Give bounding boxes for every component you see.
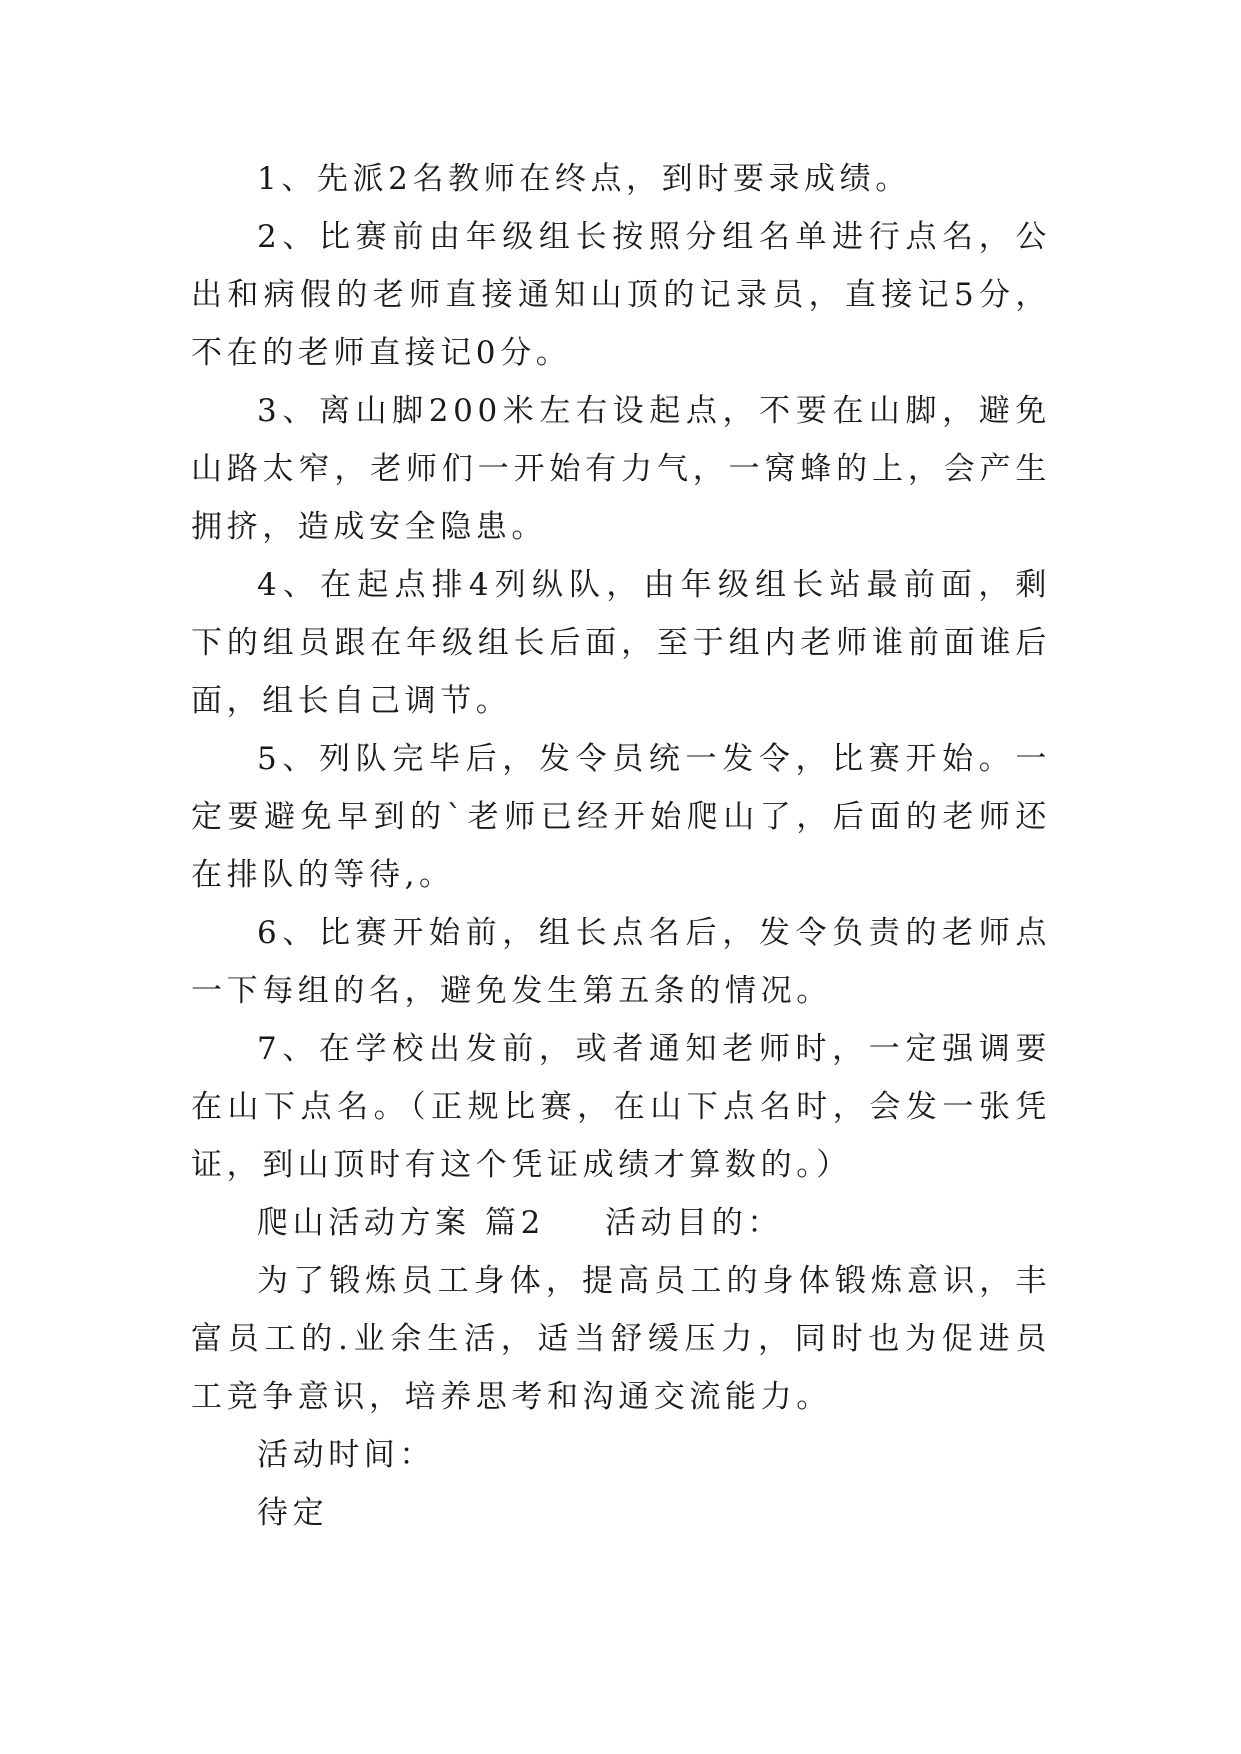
- time-label: 活动时间：: [257, 1437, 435, 1473]
- paragraph-item-3: 3、离山脚200米左右设起点，不要在山脚，避免山路太窄，老师们一开始有力气，一窝蜂的上，会产生拥挤，造成安全隐患。: [191, 393, 1051, 545]
- paragraph-item-7: 7、在学校出发前，或者通知老师时，一定强调要在山下点名。（正规比赛，在山下点名时，会发一张凭证，到山顶时有这个凭证成绩才算数的。）: [191, 1031, 1051, 1183]
- purpose-paragraph: 为了锻炼员工身体，提高员工的身体锻炼意识，丰富员工的.业余生活，适当舒缓压力，同时也为促进员工竞争意识，培养思考和沟通交流能力。: [191, 1263, 1051, 1415]
- document-body: [191, 150, 1051, 1542]
- section-heading: [191, 1194, 1051, 1252]
- paragraph-item-1: 1、先派2名教师在终点，到时要录成绩。: [257, 161, 911, 197]
- section-subtitle: 活动目的：: [604, 1205, 783, 1241]
- paragraph-item-5: 5、列队完毕后，发令员统一发令，比赛开始。一定要避免早到的`老师已经开始爬山了，后面的老师还在排队的等待,。: [191, 741, 1051, 893]
- paragraph-item-4: 4、在起点排4列纵队，由年级组长站最前面，剩下的组员跟在年级组长后面，至于组内老师谁前面谁后面，组长自己调节。: [191, 567, 1051, 719]
- paragraph-item-6: 6、比赛开始前，组长点名后，发令负责的老师点一下每组的名，避免发生第五条的情况。: [191, 915, 1051, 1009]
- time-value: 待定: [257, 1495, 329, 1531]
- section-title: 爬山活动方案 篇2: [257, 1205, 545, 1241]
- paragraph-item-2: 2、比赛前由年级组长按照分组名单进行点名，公出和病假的老师直接通知山顶的记录员，直接记5分，不在的老师直接记0分。: [191, 219, 1051, 371]
